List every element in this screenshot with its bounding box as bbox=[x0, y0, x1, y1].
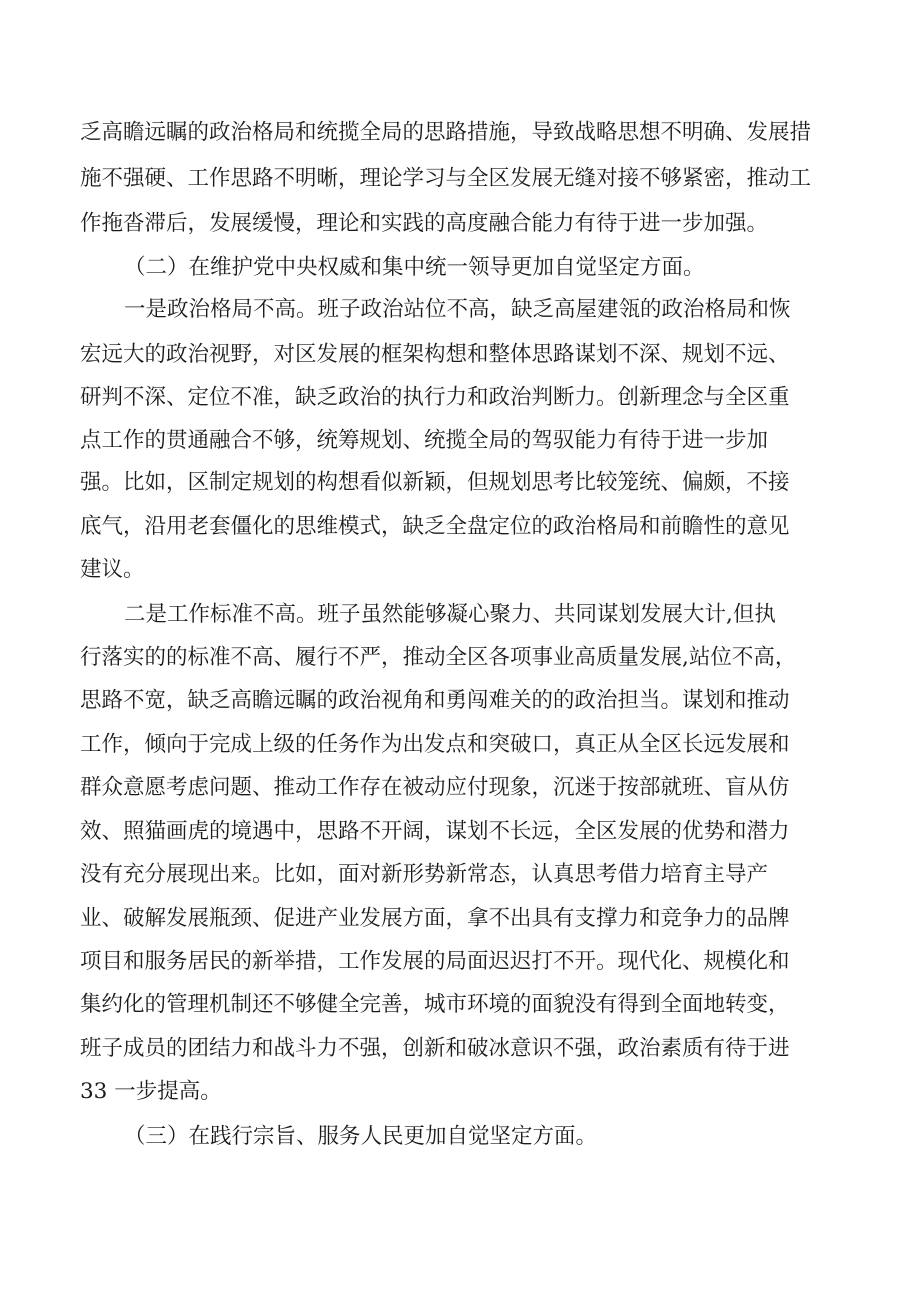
text-line: 宏远大的政治视野，对区发展的框架构想和整体思路谋划不深、规划不远、 bbox=[80, 342, 790, 367]
section-heading-3: （三）在践行宗旨、服务人民更加自觉坚定方面。 bbox=[124, 1124, 598, 1149]
text-line: 底气，沿用老套僵化的思维模式，缺乏全盘定位的政治格局和前瞻性的意见 bbox=[80, 514, 790, 539]
text-line: 业、破解发展瓶颈、促进产业发展方面，拿不出具有支撑力和竞争力的品牌 bbox=[80, 906, 790, 931]
text-line: 行落实的的标准不高、履行不严，推动全区各项事业高质量发展,站位不高， bbox=[80, 645, 797, 670]
text-line: 点工作的贯通融合不够，统筹规划、统揽全局的驾驭能力有待于进一步加 bbox=[80, 428, 769, 453]
text-line: 项目和服务居民的新举措，工作发展的局面迟迟打不开。现代化、规模化和 bbox=[80, 949, 790, 974]
text-line: 没有充分展现出来。比如，面对新形势新常态，认真思考借力培育主导产 bbox=[80, 862, 769, 887]
text-line: 效、照猫画虎的境遇中，思路不开阔，谋划不长远，全区发展的优势和潜力 bbox=[80, 819, 790, 844]
text-line: 工作，倾向于完成上级的任务作为出发点和突破口，真正从全区长远发展和 bbox=[80, 732, 790, 757]
section-heading-2: （二）在维护党中央权威和集中统一领导更加自觉坚定方面。 bbox=[124, 255, 705, 280]
text-line: 作拖沓滞后，发展缓慢，理论和实践的高度融合能力有待于进一步加强。 bbox=[80, 211, 769, 236]
text-line: 研判不深、定位不准，缺乏政治的执行力和政治判断力。创新理念与全区重 bbox=[80, 385, 790, 410]
text-line: 强。比如，区制定规划的构想看似新颖，但规划思考比较笼统、偏颇，不接 bbox=[80, 470, 790, 495]
text-line: 集约化的管理机制还不够健全完善，城市环境的面貌没有得到全面地转变， bbox=[80, 992, 790, 1017]
text-line: 一是政治格局不高。班子政治站位不高，缺乏高屋建瓴的政治格局和恢 bbox=[124, 297, 791, 322]
text-line: 乏高瞻远瞩的政治格局和统揽全局的思路措施，导致战略思想不明确、发展措 bbox=[80, 120, 812, 145]
text-line: 班子成员的团结力和战斗力不强，创新和破冰意识不强，政治素质有待于进 bbox=[80, 1036, 790, 1061]
text-line: 二是工作标准不高。班子虽然能够凝心聚力、共同谋划发展大计,但执 bbox=[124, 602, 776, 627]
text-line: 建议。 bbox=[80, 557, 145, 582]
text-line: 思路不宽，缺乏高瞻远瞩的政治视角和勇闯难关的的政治担当。谋划和推动 bbox=[80, 688, 790, 713]
text-line: 群众意愿考虑问题、推动工作存在被动应付现象，沉迷于按部就班、盲从仿 bbox=[80, 775, 790, 800]
text-line: 33 一步提高。 bbox=[80, 1079, 222, 1104]
text-line: 施不强硬、工作思路不明晰，理论学习与全区发展无缝对接不够紧密，推动工 bbox=[80, 166, 812, 191]
